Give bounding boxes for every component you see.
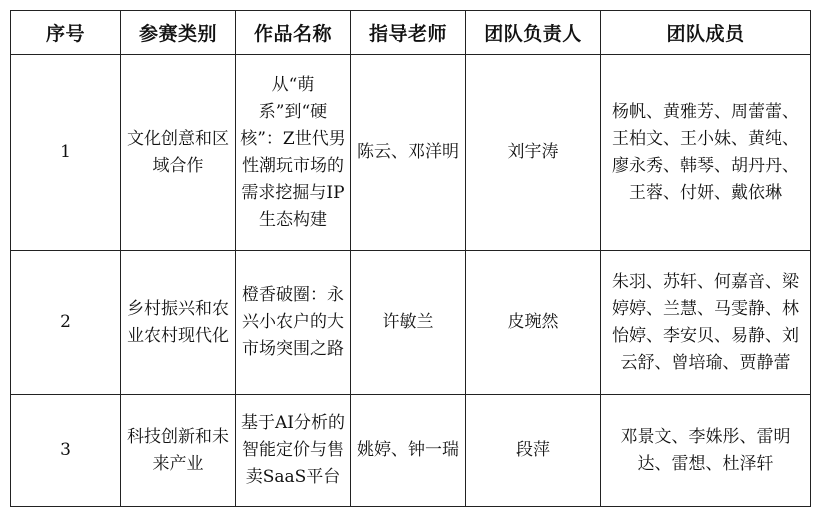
cell-index: 3 <box>11 395 121 507</box>
header-team-members: 团队成员 <box>601 11 811 55</box>
cell-advisors: 陈云、邓洋明 <box>351 55 466 251</box>
header-category: 参赛类别 <box>121 11 236 55</box>
cell-index: 2 <box>11 251 121 395</box>
cell-advisors: 许敏兰 <box>351 251 466 395</box>
header-index: 序号 <box>11 11 121 55</box>
cell-index: 1 <box>11 55 121 251</box>
table-row <box>11 251 811 395</box>
cell-team-leader: 皮琬然 <box>466 251 601 395</box>
cell-team-leader: 段萍 <box>466 395 601 507</box>
cell-team-leader: 刘宇涛 <box>466 55 601 251</box>
table-row <box>11 395 811 507</box>
header-row <box>11 11 811 55</box>
cell-team-members: 杨帆、黄雅芳、周蕾蕾、王柏文、王小妹、黄纯、廖永秀、韩琴、胡丹丹、王蓉、付妍、戴依琳 <box>601 55 811 251</box>
cell-advisors: 姚婷、钟一瑞 <box>351 395 466 507</box>
header-team-leader: 团队负责人 <box>466 11 601 55</box>
cell-work-title: 橙香破圈：永兴小农户的大市场突围之路 <box>236 251 351 395</box>
cell-category: 科技创新和未来产业 <box>121 395 236 507</box>
table-row <box>11 55 811 251</box>
cell-category: 乡村振兴和农业农村现代化 <box>121 251 236 395</box>
cell-category: 文化创意和区域合作 <box>121 55 236 251</box>
team-roster-table <box>10 10 811 507</box>
header-work-title: 作品名称 <box>236 11 351 55</box>
cell-work-title: 基于AI分析的智能定价与售卖SaaS平台 <box>236 395 351 507</box>
cell-team-members: 朱羽、苏轩、何嘉音、梁婷婷、兰慧、马雯静、林怡婷、李安贝、易静、刘云舒、曾培瑜、贾静蕾 <box>601 251 811 395</box>
cell-work-title: 从“萌系”到“硬核”：Z世代男性潮玩市场的需求挖掘与IP生态构建 <box>236 55 351 251</box>
header-advisors: 指导老师 <box>351 11 466 55</box>
cell-team-members: 邓景文、李姝彤、雷明达、雷想、杜泽轩 <box>601 395 811 507</box>
